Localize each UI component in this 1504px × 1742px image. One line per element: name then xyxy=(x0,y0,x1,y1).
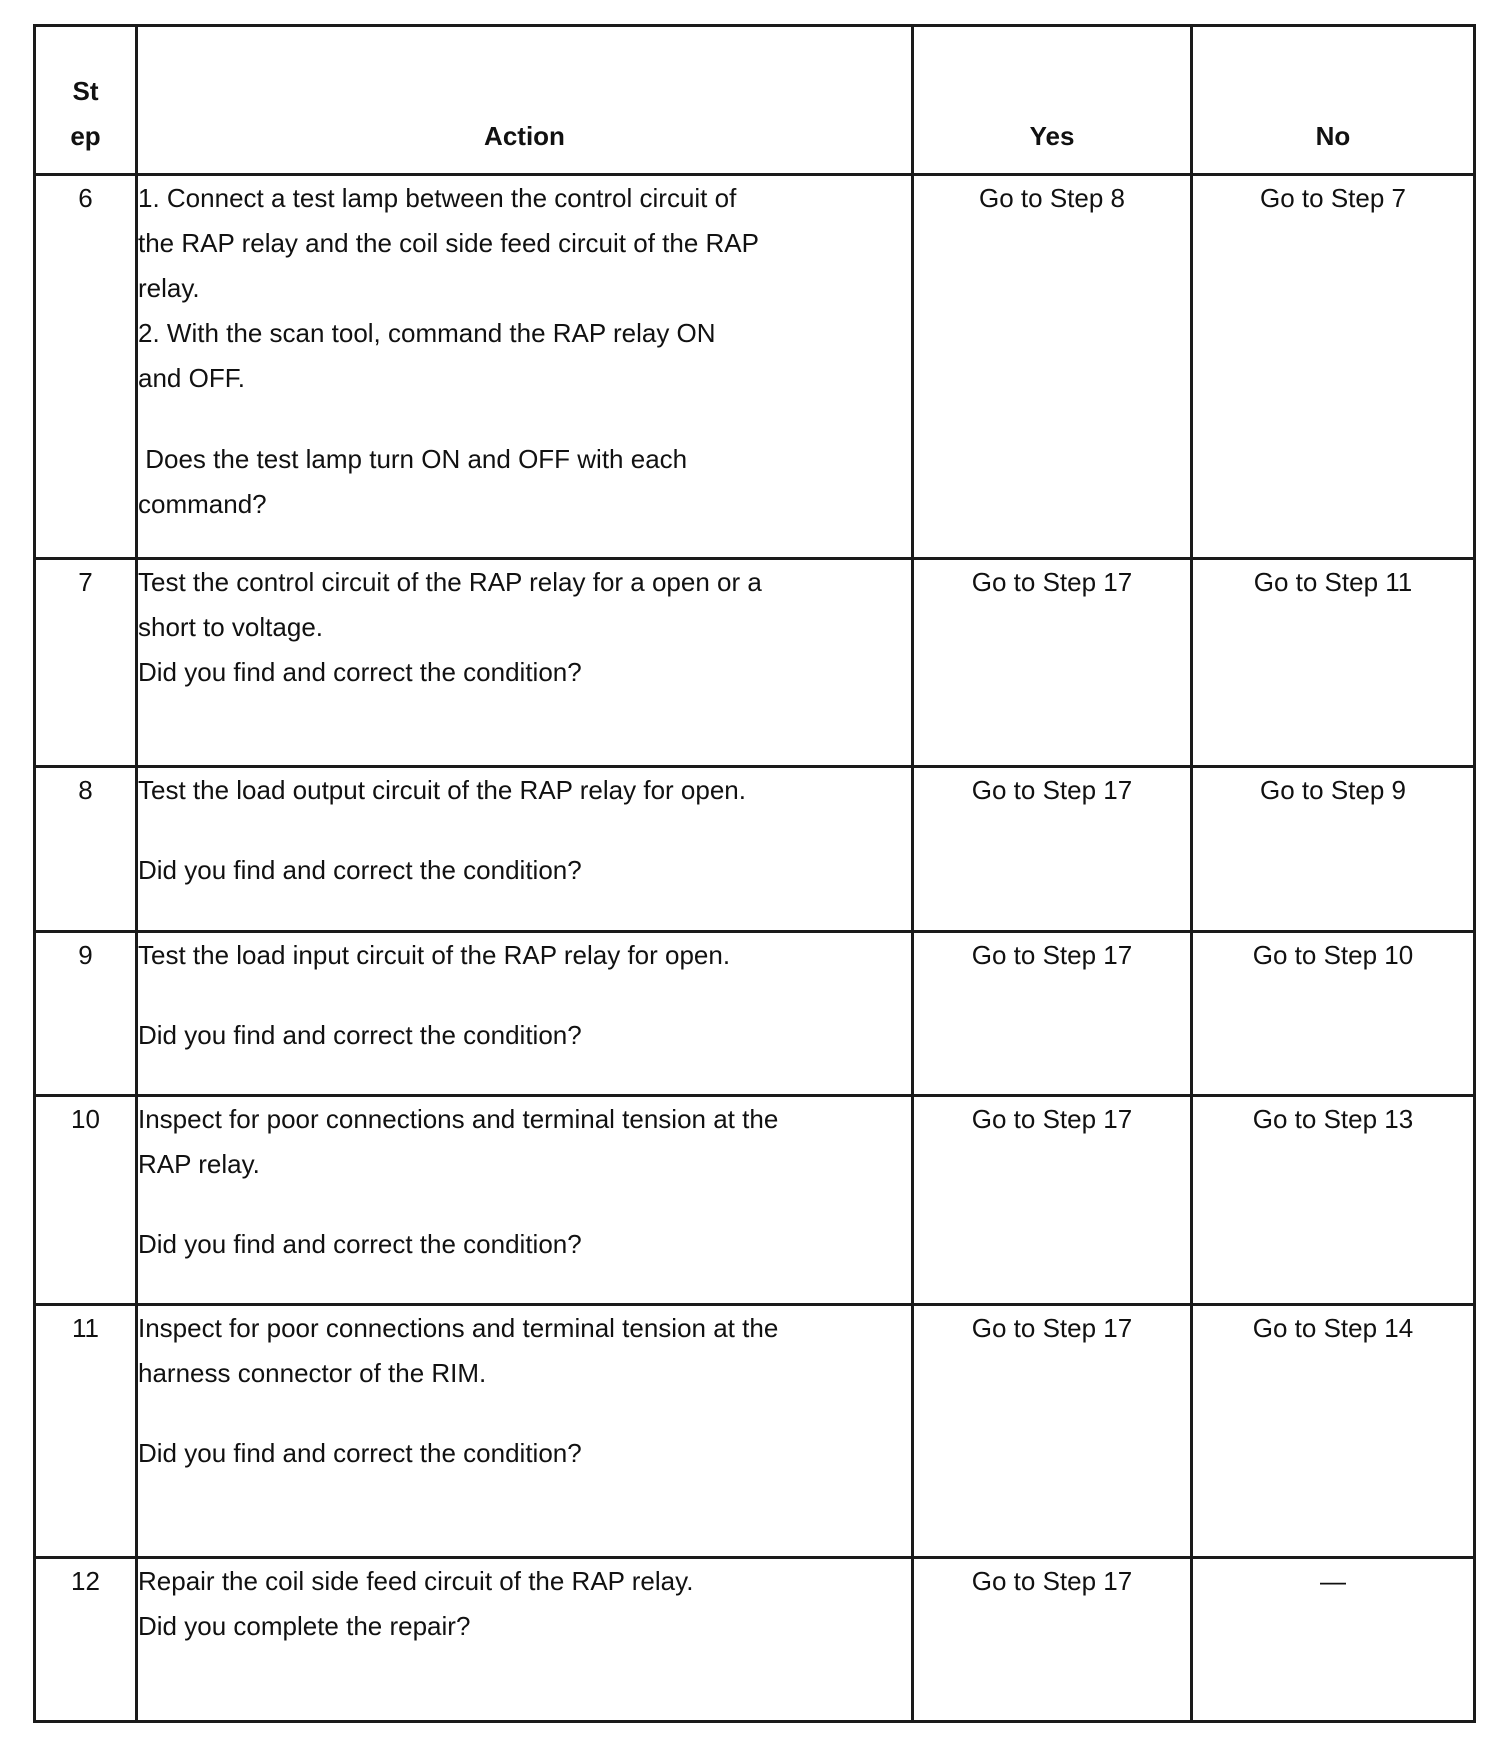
header-yes: Yes xyxy=(913,26,1192,175)
step-number: 9 xyxy=(35,932,137,1096)
action-line: Test the load input circuit of the RAP relay for open. xyxy=(138,940,731,970)
diagnostic-steps-table xyxy=(33,24,1476,1723)
no-outcome: Go to Step 11 xyxy=(1192,559,1475,767)
action-line: and OFF. xyxy=(138,363,245,393)
action-line: Inspect for poor connections and terminal tension at the xyxy=(138,1104,779,1134)
step-number: 6 xyxy=(35,175,137,559)
header-action: Action xyxy=(137,26,913,175)
action-line: Test the load output circuit of the RAP relay for open. xyxy=(138,775,746,805)
yes-outcome: Go to Step 17 xyxy=(913,767,1192,932)
action-question: Does the test lamp turn ON and OFF with each xyxy=(138,444,688,474)
step-number: 10 xyxy=(35,1096,137,1305)
action-cell xyxy=(137,1096,913,1305)
action-cell xyxy=(137,767,913,932)
action-line: harness connector of the RIM. xyxy=(138,1358,487,1388)
table-row xyxy=(35,1096,1475,1305)
action-question: Did you find and correct the condition? xyxy=(138,855,582,885)
yes-outcome: Go to Step 17 xyxy=(913,1096,1192,1305)
action-line: the RAP relay and the coil side feed circuit of the RAP xyxy=(138,228,759,258)
table-row xyxy=(35,175,1475,559)
no-outcome: Go to Step 7 xyxy=(1192,175,1475,559)
no-outcome: Go to Step 9 xyxy=(1192,767,1475,932)
action-cell xyxy=(137,1305,913,1558)
header-step xyxy=(35,26,137,175)
diagnostic-table-page xyxy=(33,24,1473,1723)
yes-outcome: Go to Step 17 xyxy=(913,1558,1192,1722)
action-line: RAP relay. xyxy=(138,1149,260,1179)
table-row xyxy=(35,1558,1475,1722)
action-line: Test the control circuit of the RAP relay for a open or a xyxy=(138,567,762,597)
action-question: Did you find and correct the condition? xyxy=(138,1438,582,1468)
action-cell xyxy=(137,559,913,767)
step-number: 7 xyxy=(35,559,137,767)
header-step-line1: St xyxy=(72,76,99,106)
table-row xyxy=(35,1305,1475,1558)
action-line: 2. With the scan tool, command the RAP relay ON xyxy=(138,318,716,348)
action-question: Did you complete the repair? xyxy=(138,1611,471,1641)
action-cell xyxy=(137,1558,913,1722)
table-row xyxy=(35,767,1475,932)
yes-outcome: Go to Step 17 xyxy=(913,559,1192,767)
action-line: Repair the coil side feed circuit of the RAP relay. xyxy=(138,1566,694,1596)
action-line: 1. Connect a test lamp between the control circuit of xyxy=(138,183,737,213)
step-number: 8 xyxy=(35,767,137,932)
action-line: Inspect for poor connections and terminal tension at the xyxy=(138,1313,779,1343)
header-no: No xyxy=(1192,26,1475,175)
action-question: Did you find and correct the condition? xyxy=(138,657,582,687)
action-cell xyxy=(137,175,913,559)
yes-outcome: Go to Step 17 xyxy=(913,932,1192,1096)
action-line: relay. xyxy=(138,273,200,303)
step-number: 11 xyxy=(35,1305,137,1558)
action-line: short to voltage. xyxy=(138,612,323,642)
step-number: 12 xyxy=(35,1558,137,1722)
table-row xyxy=(35,932,1475,1096)
action-question: Did you find and correct the condition? xyxy=(138,1229,582,1259)
no-outcome: Go to Step 10 xyxy=(1192,932,1475,1096)
action-question: command? xyxy=(138,489,267,519)
no-outcome: — xyxy=(1192,1558,1475,1722)
header-step-line2: ep xyxy=(70,121,101,151)
no-outcome: Go to Step 13 xyxy=(1192,1096,1475,1305)
table-row xyxy=(35,559,1475,767)
table-header-row xyxy=(35,26,1475,175)
yes-outcome: Go to Step 17 xyxy=(913,1305,1192,1558)
no-outcome: Go to Step 14 xyxy=(1192,1305,1475,1558)
action-cell xyxy=(137,932,913,1096)
action-question: Did you find and correct the condition? xyxy=(138,1020,582,1050)
yes-outcome: Go to Step 8 xyxy=(913,175,1192,559)
